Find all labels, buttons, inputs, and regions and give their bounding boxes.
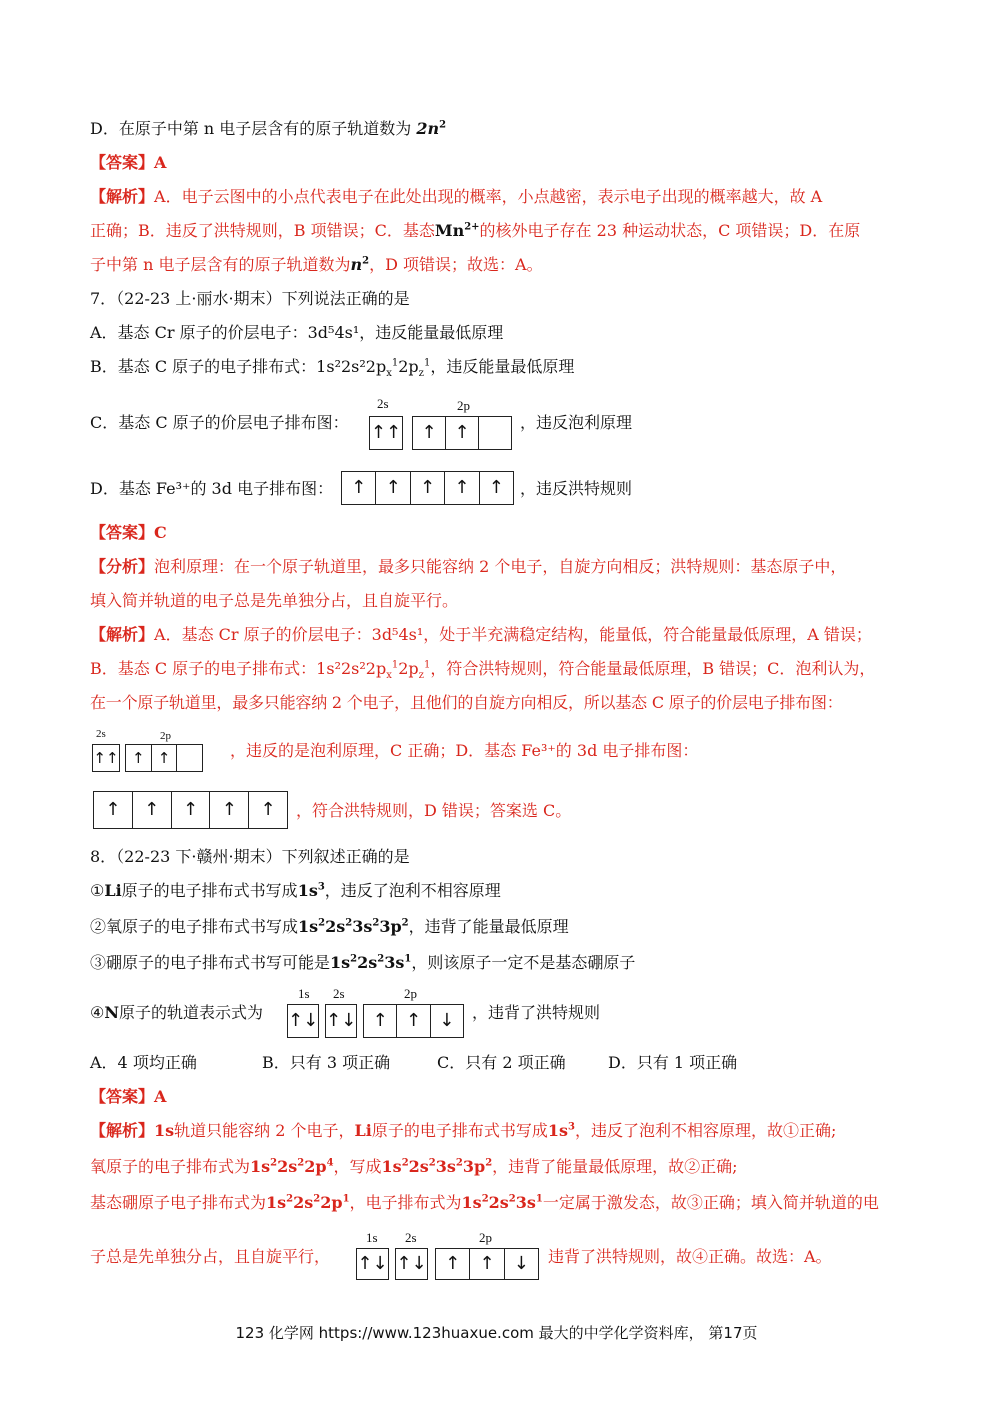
jiexi-tag: 【解析】 (90, 625, 155, 644)
q7-jiexi-2: B．基态 C 原子的电子排布式：$1s^22s^22p_x^12p_z^1$，符合洪特规则，符合能量最低原理，B 错误；C．泡利认为， (90, 659, 876, 682)
label-2s-small: 2s (96, 728, 106, 740)
label-2p: 2p (457, 398, 470, 413)
q7-option-d-text: D．基态 Fe³⁺的 3d 电子排布图： (90, 479, 334, 498)
q6-option-d-formula: $2n^2$ (416, 119, 447, 138)
arrow-up-up-icon: ↑↑ (370, 422, 402, 443)
arrow-up-icon: ↑ (152, 745, 178, 771)
q7-option-c-post: ，违反泡利原理 (520, 413, 633, 432)
orbital-3d-box (341, 471, 514, 505)
q6-analysis-text-3a: 子中第 n 电子层含有的原子轨道数为 (90, 255, 351, 274)
q6-option-d (90, 118, 446, 140)
q8-choice-b: B．只有 3 项正确 (262, 1053, 391, 1072)
q8b-2s-box (395, 1248, 428, 1280)
arrow-up-icon: ↑ (436, 1249, 470, 1279)
arrow-up-icon: ↑ (376, 472, 410, 504)
q7-jiexi-1: 【解析】A．基态 Cr 原子的价层电子：3d⁵4s¹，处于半充满稳定结构，能量低，符合能量最低原理，A 错误； (90, 625, 872, 644)
label-2p-b: 2p (479, 1230, 492, 1245)
arrow-up-down-icon: ↑↓ (357, 1253, 388, 1274)
q6-analysis-text-2b: 的核外电子存在 23 种运动状态，C 项错误；D．在原 (479, 221, 861, 240)
q8-2p-box (363, 1004, 464, 1038)
arrow-up-icon: ↑ (210, 792, 249, 828)
q7-answer: 【答案】C (90, 523, 167, 542)
q7-option-b: B．基态 C 原子的电子排布式：$1s^22s^22p_x^12p_z^1$，违反能量最低原理 (90, 357, 575, 380)
arrow-up-down-icon: ↑↓ (288, 1010, 319, 1031)
q6-option-d-text: D．在原子中第 n 电子层含有的原子轨道数为 (90, 119, 412, 138)
q8-statement-4-post: ，违背了洪特规则 (472, 1003, 601, 1022)
q8-statement-1: ①Li原子的电子排布式书写成$1s^3$，违反了泡利不相容原理 (90, 881, 501, 900)
arrow-up-icon: ↑ (488, 477, 504, 498)
empty-orbital (177, 745, 202, 771)
arrow-up-up-icon: ↑↑ (93, 748, 119, 767)
q8-choice-c: C．只有 2 项正确 (437, 1053, 566, 1072)
q7-option-d-post: ，违反洪特规则 (520, 479, 633, 498)
arrow-up-down-icon: ↑↓ (396, 1253, 427, 1274)
q7-option-c-text: C．基态 C 原子的价层电子排布图： (90, 413, 349, 432)
orbital-2s-box (369, 416, 403, 450)
q8-statement-4: ④N原子的轨道表示式为 (90, 1003, 263, 1022)
big-3d-box (93, 791, 288, 829)
arrow-up-icon: ↑ (470, 1249, 504, 1279)
arrow-up-icon: ↑ (94, 792, 133, 828)
q7-jiexi-3: 在一个原子轨道里，最多只能容纳 2 个电子，且他们的自旋方向相反，所以基态 C 原子的价层电子排布图： (90, 693, 843, 712)
arrow-up-icon: ↑ (342, 472, 376, 504)
q7-option-a: A．基态 Cr 原子的价层电子：3d⁵4s¹，违反能量最低原理 (90, 323, 504, 342)
q8-2s-box (325, 1004, 357, 1038)
empty-orbital (479, 417, 511, 449)
arrow-up-icon: ↑ (260, 799, 276, 820)
q8-jiexi-4b: 违背了洪特规则，故④正确。故选：A。 (548, 1247, 832, 1266)
small-2s-box (92, 744, 120, 772)
label-2s-q8: 2s (333, 986, 345, 1001)
arrow-up-icon: ↑ (411, 472, 445, 504)
label-1s-b: 1s (366, 1230, 378, 1245)
arrow-up-icon: ↑ (133, 792, 172, 828)
q8-title: 8．（22-23 下·赣州·期末）下列叙述正确的是 (90, 847, 410, 866)
n-squared: $n^2$ (350, 255, 370, 274)
q8b-1s-box (356, 1248, 389, 1280)
q6-analysis-text-1: A．电子云图中的小点代表电子在此处出现的概率，小点越密，表示电子出现的概率越大，故 A (154, 187, 823, 206)
label-2p-q8: 2p (404, 986, 417, 1001)
q6-answer: 【答案】A (90, 153, 167, 172)
arrow-down-icon: ↓ (439, 1010, 455, 1031)
q8-choice-d: D．只有 1 项正确 (608, 1053, 738, 1072)
q6-analysis-line-2 (90, 220, 860, 242)
fenxi-tag: 【分析】 (90, 557, 155, 576)
arrow-up-icon: ↑ (364, 1005, 397, 1037)
q8-jiexi-2: 氧原子的电子排布式为$1s^22s^22p^4$，写成$1s^22s^23s^23p^2$，违背了能量最低原理，故②正确; (90, 1157, 738, 1176)
q7-fenxi-1: 【分析】泡利原理：在一个原子轨道里，最多只能容纳 2 个电子，自旋方向相反；洪特规则：基态原子中， (90, 557, 847, 576)
q7-title: 7．（22-23 上·丽水·期末）下列说法正确的是 (90, 289, 410, 308)
q6-analysis-text-2a: 正确；B．违反了洪特规则，B 项错误；C．基态 (90, 221, 435, 240)
orbital-2p-box (412, 416, 512, 450)
label-2p-small: 2p (160, 730, 171, 742)
arrow-up-icon: ↑ (446, 417, 479, 449)
arrow-up-icon: ↑ (397, 1005, 430, 1037)
q8-1s-box (287, 1004, 319, 1038)
arrow-down-icon: ↓ (513, 1253, 529, 1274)
q7-fenxi-2: 填入简并轨道的电子总是先单独分占，且自旋平行。 (90, 591, 459, 610)
arrow-up-icon: ↑ (445, 472, 479, 504)
q7-jiexi-4: ，违反的是泡利原理，C 正确；D．基态 Fe³⁺的 3d 电子排布图： (230, 741, 699, 760)
arrow-up-down-icon: ↑↓ (326, 1010, 357, 1031)
arrow-up-icon: ↑ (172, 792, 211, 828)
q8b-2p-box (435, 1248, 539, 1280)
small-2p-box (125, 744, 203, 772)
label-2s-b: 2s (405, 1230, 417, 1245)
q7-jiexi-5: ，符合洪特规则，D 错误；答案选 C。 (296, 801, 572, 820)
label-2s: 2s (377, 396, 389, 411)
q6-analysis-text-3b: ，D 项错误；故选：A。 (369, 255, 543, 274)
page-footer: 123 化学网 https://www.123huaxue.com 最大的中学化学资料库， 第17页 (235, 1324, 758, 1342)
arrow-up-icon: ↑ (126, 745, 152, 771)
q8-jiexi-3: 基态硼原子电子排布式为$1s^22s^22p^1$，电子排布式为$1s^22s^23s^1$一定属于激发态，故③正确；填入简并轨道的电 (90, 1193, 879, 1212)
analysis-tag: 【解析】 (90, 187, 155, 206)
q8-choice-a: A．4 项均正确 (90, 1053, 197, 1072)
q6-analysis-line-3 (90, 254, 543, 276)
q8-statement-3: ③硼原子的电子排布式书写可能是$1s^22s^23s^1$，则该原子一定不是基态硼原子 (90, 953, 636, 972)
q8-answer: 【答案】A (90, 1087, 167, 1106)
mn-ion: $Mn^{2+}$ (434, 221, 480, 240)
arrow-up-icon: ↑ (413, 417, 446, 449)
q8-statement-2: ②氧原子的电子排布式书写成$1s^22s^23s^23p^2$，违背了能量最低原理 (90, 917, 569, 936)
q8-jiexi-1: 【解析】1s轨道只能容纳 2 个电子，Li原子的电子排布式书写成$1s^3$，违反了泡利不相容原理，故①正确; (90, 1121, 837, 1140)
q6-analysis-line-1 (90, 186, 822, 208)
label-1s: 1s (298, 986, 310, 1001)
q8-jiexi-4a: 子总是先单独分占，且自旋平行， (90, 1247, 331, 1266)
